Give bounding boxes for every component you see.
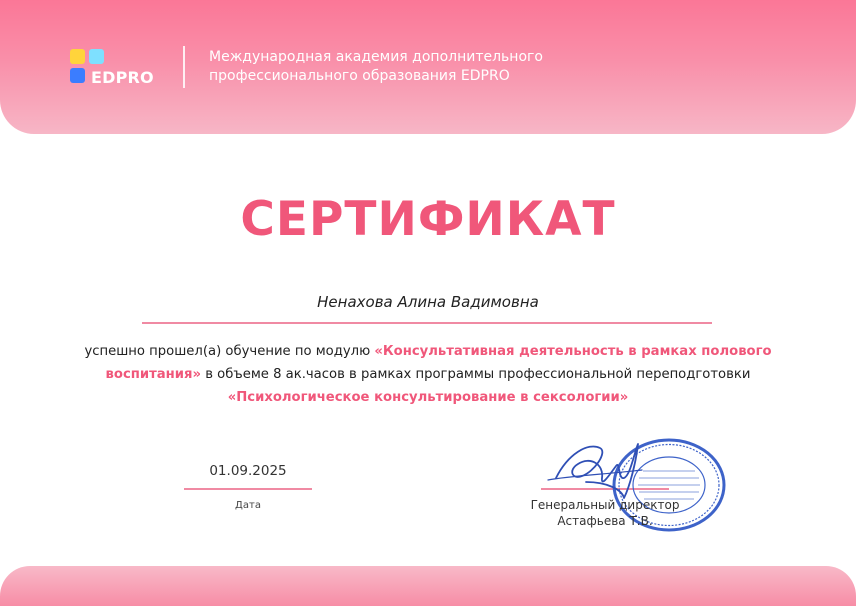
certificate-title: СЕРТИФИКАТ — [240, 192, 616, 247]
director-name: Астафьева Т.В. — [557, 514, 653, 528]
statement-prefix: успешно прошел(а) обучение по модулю — [84, 344, 371, 359]
recipient-name: Ненахова Алина Вадимовна — [317, 293, 539, 311]
statement-middle: в объеме 8 ак.часов в рамках программы профессиональной переподготовки — [205, 367, 751, 382]
footer-band — [0, 566, 856, 606]
organization-name-line1: Международная академия дополнительного — [209, 49, 543, 65]
date-underline — [184, 488, 312, 490]
logo-text: EDPRO — [91, 68, 154, 87]
recipient-underline — [142, 322, 712, 324]
director-title: Генеральный директор — [530, 498, 680, 512]
logo-square-blue-icon — [70, 68, 85, 83]
edpro-logo — [70, 49, 170, 89]
program-name: «Психологическое консультирование в сексологии» — [227, 390, 629, 405]
director-signature-icon — [538, 434, 648, 502]
module-name: «Консультативная деятельность в рамках полового воспитания» — [105, 344, 772, 382]
completion-statement — [55, 340, 801, 409]
issue-date: 01.09.2025 — [209, 463, 287, 479]
organization-name-line2: профессионального образования EDPRO — [209, 68, 510, 84]
date-label: Дата — [235, 500, 261, 511]
logo-square-yellow-icon — [70, 49, 85, 64]
header-divider — [183, 46, 185, 88]
organization-name — [209, 48, 629, 86]
logo-square-cyan-icon — [89, 49, 104, 64]
